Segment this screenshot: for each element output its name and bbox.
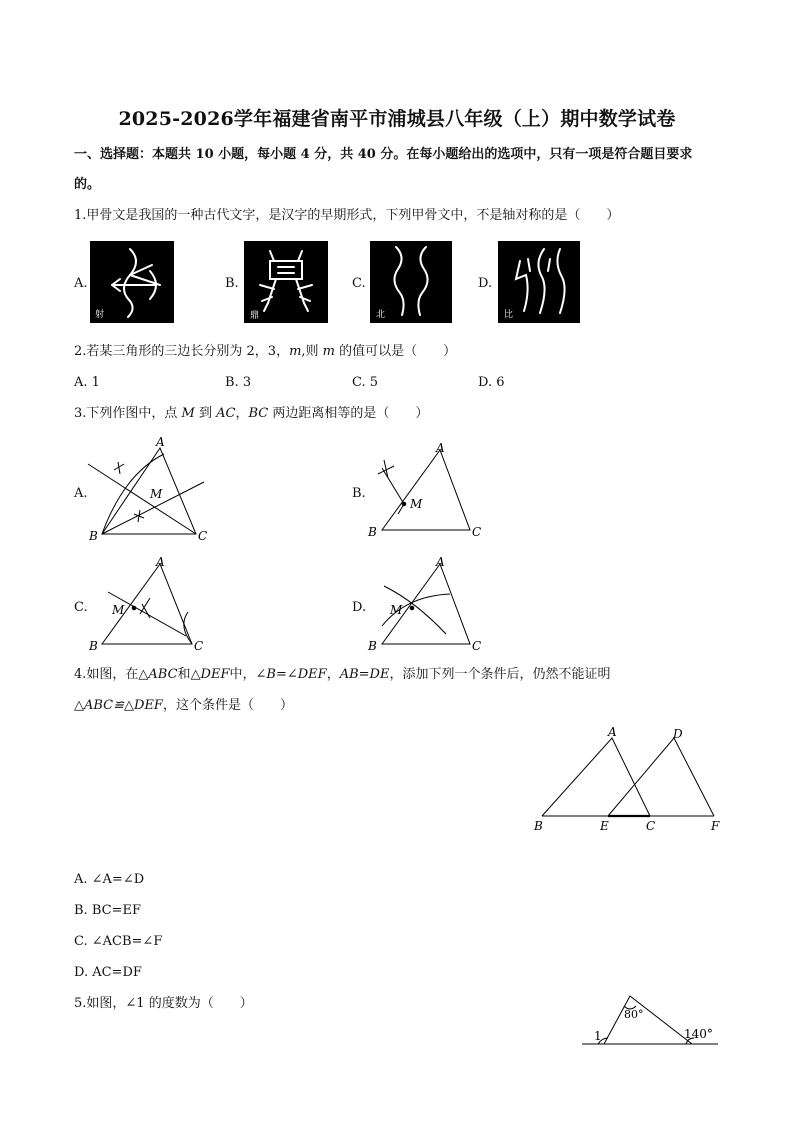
q4-label-f: F: [711, 819, 720, 833]
oracle-char-she-image: [90, 241, 174, 323]
q2-option-c: C. 5: [352, 375, 379, 390]
q2-var-m: m: [289, 344, 302, 359]
page-title: 2025-2026学年福建省南平市浦城县八年级（上）期中数学试卷: [118, 108, 676, 130]
oracle-char-she-caption: 射: [95, 310, 105, 320]
q3c-label-m: M: [112, 603, 125, 617]
q2-option-b: B. 3: [225, 375, 252, 390]
oracle-char-bi-caption: 比: [504, 310, 514, 320]
section-header-line2: 的。: [74, 177, 101, 192]
q4-label-a: A: [608, 725, 617, 739]
q3-var-bc: BC: [248, 406, 269, 421]
q4-tri1: △ABC: [138, 667, 178, 682]
q1-stem: 1.甲骨文是我国的一种古代文字，是汉字的早期形式，下列甲骨文中，不是轴对称的是（ ）: [74, 208, 620, 223]
q2-stem-mid: ,则: [301, 344, 323, 359]
q3-stem-mid: 到: [194, 406, 217, 421]
q3c-label-b: B: [89, 639, 98, 653]
q3-option-a-label: A.: [74, 486, 88, 501]
q4-prefix: 4.如图，在: [74, 667, 139, 682]
q3d-label-m: M: [390, 603, 403, 617]
q4-option-c: C. ∠ACB=∠F: [74, 934, 163, 949]
q3-stem: [74, 406, 428, 422]
q3a-label-c: C: [198, 529, 208, 543]
q4-label-d: D: [673, 727, 683, 741]
q2-stem-suffix: 的值可以是（ ）: [335, 344, 457, 359]
q5-label-140: 140°: [684, 1027, 713, 1041]
q3b-label-a: A: [436, 441, 445, 455]
q3-option-d-label: D.: [352, 600, 367, 615]
q4-stem-line1: [74, 667, 610, 683]
q3c-label-a: A: [156, 555, 165, 569]
q3-figure-c: [88, 552, 208, 656]
q4-cond2: AB=DE: [339, 667, 390, 682]
q3b-label-b: B: [368, 525, 377, 539]
q3a-label-a: A: [156, 435, 165, 449]
q2-stem-prefix: 2.若某三角形的三边长分别为 2，3，: [74, 344, 290, 359]
q4-option-b: B. BC=EF: [74, 903, 141, 918]
q3d-label-c: C: [472, 639, 482, 653]
q4-option-a: A. ∠A=∠D: [74, 872, 145, 887]
oracle-char-ding-image: [244, 241, 328, 323]
q5-label-angle1: 1: [594, 1029, 602, 1043]
q5-stem: 5.如图，∠1 的度数为（ ）: [74, 996, 253, 1011]
q4-tri2: △DEF: [190, 667, 230, 682]
q1-option-b-label: B.: [225, 276, 239, 291]
q3-var-ac: AC: [216, 406, 236, 421]
q3b-label-c: C: [472, 525, 482, 539]
oracle-char-bi-image: [498, 241, 580, 323]
q3-option-b-label: B.: [352, 486, 366, 501]
q1-option-a-label: A.: [74, 276, 88, 291]
q3b-label-m: M: [410, 497, 423, 511]
q5-label-80: 80°: [624, 1008, 644, 1021]
q3-figure-d: [366, 552, 486, 656]
q3-figure-b: [366, 438, 486, 546]
q4-suffix2: ，这个条件是（ ）: [162, 698, 293, 713]
q4-congruence: △ABC≌△DEF: [74, 698, 163, 713]
q4-figure: [530, 724, 726, 836]
q2-option-a: A. 1: [74, 375, 100, 390]
q3d-label-b: B: [368, 639, 377, 653]
q4-option-d: D. AC=DF: [74, 965, 142, 980]
q4-label-b: B: [534, 819, 543, 833]
q1-option-c-label: C.: [352, 276, 366, 291]
q3-figure-a: [84, 434, 214, 546]
q1-option-d-label: D.: [478, 276, 493, 291]
q4-label-e: E: [600, 819, 609, 833]
q4-suffix: ，添加下列一个条件后，仍然不能证明: [389, 667, 611, 682]
q2-stem: [74, 344, 456, 360]
q2-option-d: D. 6: [478, 375, 505, 390]
q4-mid: 中，: [229, 667, 256, 682]
q3a-label-b: B: [89, 529, 98, 543]
q3-stem-suffix: 两边距离相等的是（ ）: [268, 406, 429, 421]
oracle-char-ding-caption: 鼎: [250, 311, 260, 321]
q3-sep: ，: [235, 406, 249, 421]
oracle-char-bei-caption: 北: [376, 310, 386, 320]
q3c-label-c: C: [194, 639, 204, 653]
q4-cond1: ∠B=∠DEF: [255, 667, 327, 682]
q3-stem-prefix: 3.下列作图中，点: [74, 406, 182, 421]
q5-figure: [578, 990, 722, 1052]
q4-and: 和: [177, 667, 191, 682]
q3-option-c-label: C.: [74, 600, 88, 615]
q4-label-c: C: [646, 819, 656, 833]
q3-var-m: M: [181, 406, 195, 421]
q4-comma: ，: [326, 667, 340, 682]
oracle-char-bei-image: [370, 241, 452, 323]
section-header-line1: 一、选择题：本题共 10 小题，每小题 4 分，共 40 分。在每小题给出的选项中，只有一项是符合题目要求: [74, 147, 693, 162]
q2-var-m-2: m: [322, 344, 335, 359]
q4-stem-line2: [74, 698, 293, 714]
q3a-label-m: M: [150, 487, 163, 501]
q3d-label-a: A: [436, 555, 445, 569]
